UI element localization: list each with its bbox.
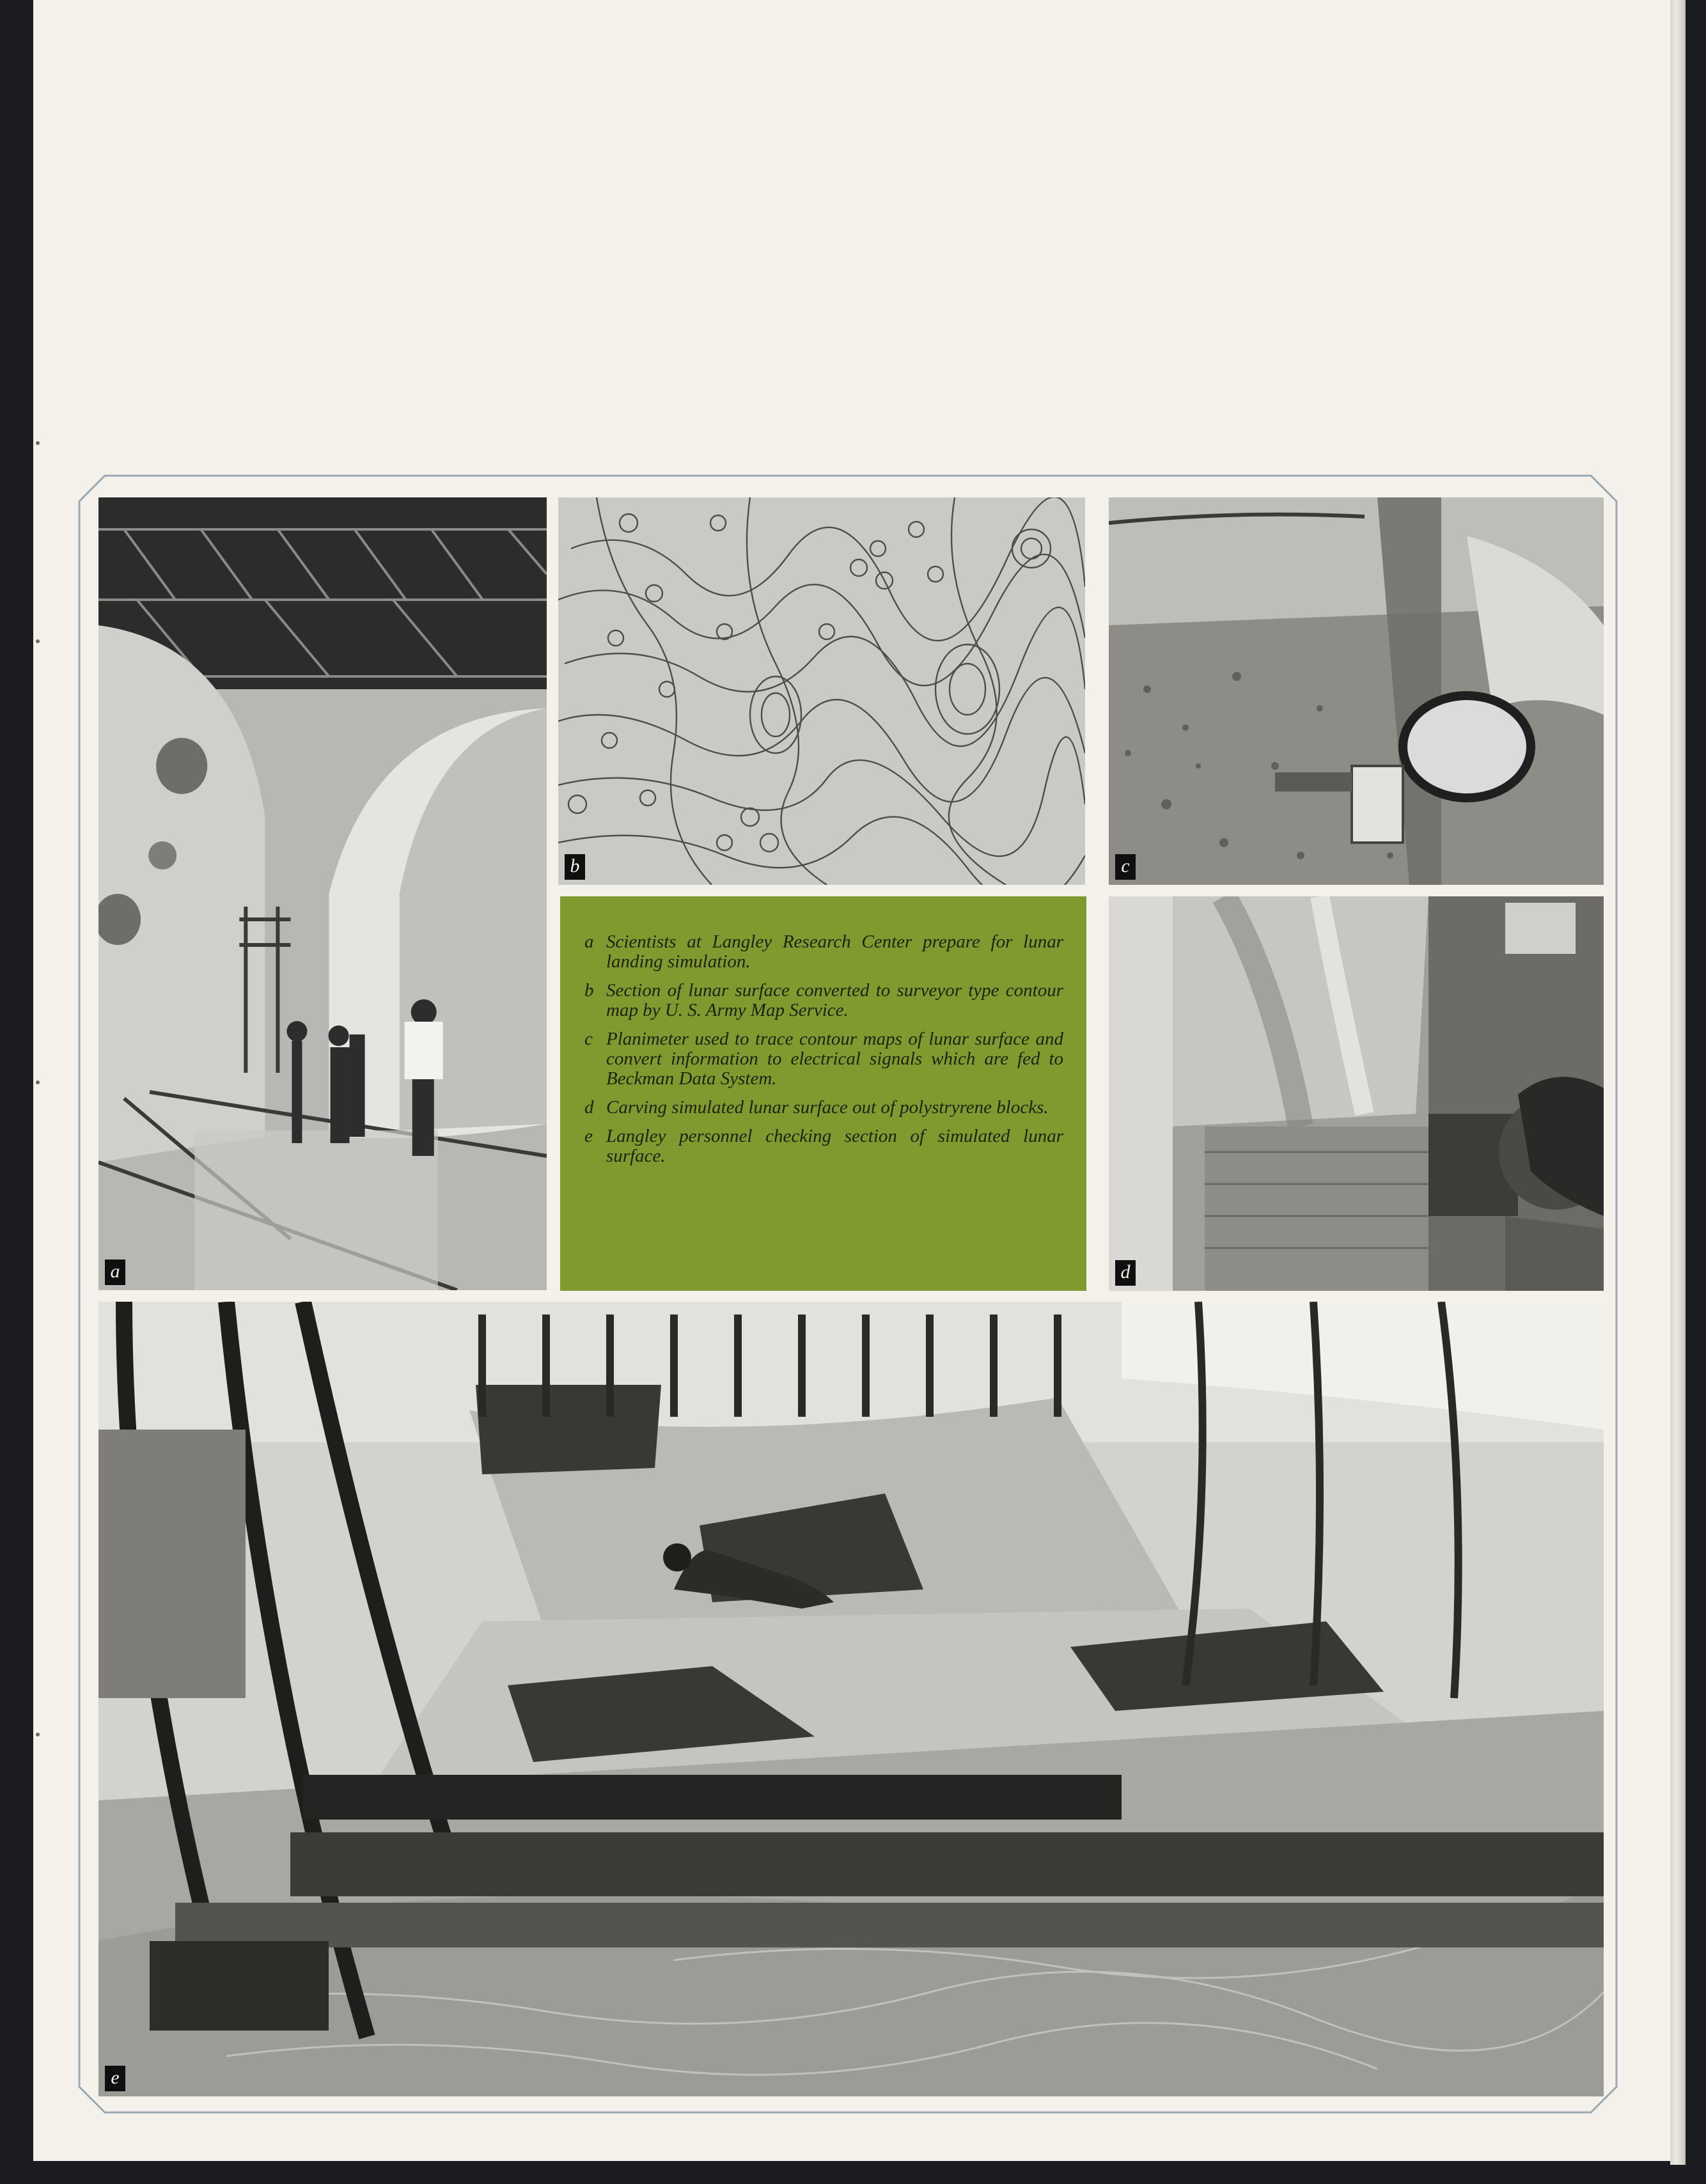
caption-letter: e — [584, 1126, 593, 1146]
caption-text: Planimeter used to trace contour maps of lunar surface and convert information to electrical signals which are fed to Beckman Data System. — [606, 1029, 1063, 1089]
photo-panel-c — [1109, 497, 1604, 885]
caption-item — [584, 932, 1063, 972]
caption-text: Carving simulated lunar surface out of polystryrene blocks. — [606, 1097, 1049, 1118]
caption-list — [584, 932, 1063, 1175]
photo-panel-b — [558, 497, 1085, 885]
photo-panel-a — [98, 497, 547, 1290]
caption-item — [584, 1127, 1063, 1166]
caption-letter: d — [584, 1097, 594, 1118]
caption-item — [584, 1098, 1063, 1118]
caption-letter: c — [584, 1029, 593, 1049]
photo-panel-d — [1109, 896, 1604, 1291]
caption-text: Scientists at Langley Research Center prepare for lunar landing simulation. — [606, 932, 1063, 972]
photo-panel-e — [98, 1302, 1604, 2096]
caption-item — [584, 1029, 1063, 1089]
caption-letter: b — [584, 980, 594, 1001]
caption-item — [584, 981, 1063, 1020]
caption-letter: a — [584, 932, 594, 952]
panel-label-a: a — [105, 1260, 125, 1285]
panel-label-e: e — [105, 2066, 125, 2091]
caption-text: Langley personnel checking section of simulated lunar surface. — [606, 1126, 1063, 1166]
panel-label-d: d — [1115, 1260, 1136, 1286]
panel-label-c: c — [1115, 854, 1136, 880]
caption-text: Section of lunar surface converted to surveyor type contour map by U. S. Army Map Service. — [606, 980, 1063, 1020]
caption-box — [560, 896, 1086, 1291]
panel-label-b: b — [565, 854, 585, 880]
